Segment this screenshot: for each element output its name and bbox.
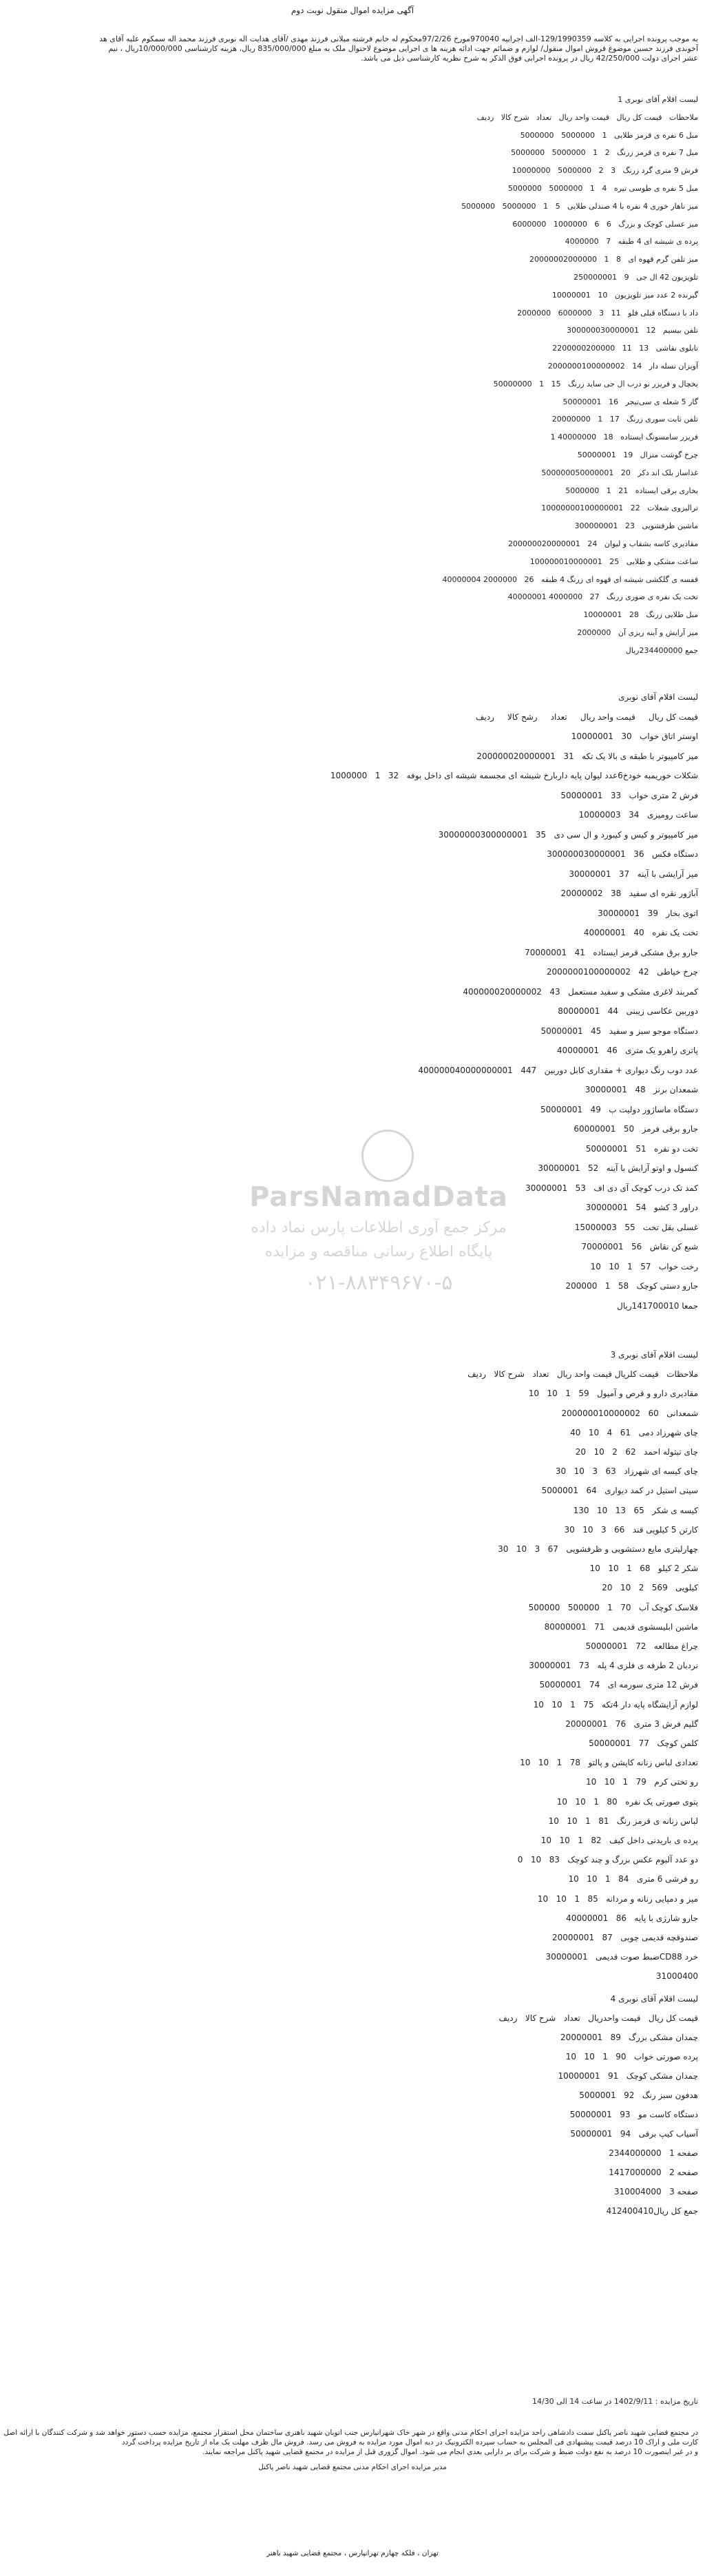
list-item: اتوی بخار 39 30000001	[598, 908, 698, 918]
list-item: مبل 7 نفره ی قرمز زرنگ 2 1 5000000 5000000	[511, 148, 698, 158]
list-item: دستگاه ماساژور دولیت ب 49 50000001	[540, 1104, 698, 1114]
footer-line: و در غیر اینصورت 10 درصد به نفع دولت ضبط و شرکت برای بر دارایی بعدی انجام می شود. اموال گزوری قبل از مزایده در مجتمع قضایی شهید پاکنل مراجعه نمایند.	[202, 2448, 698, 2456]
list-item: جارو برقی فرمز 50 60000001	[574, 1124, 698, 1134]
list-item: تخت دو نفره 51 50000001	[585, 1143, 698, 1154]
list-item: شمعدانی 60 200000010000002	[561, 1408, 698, 1418]
list-item: میز عسلی کوچک و بزرگ 6 6 1000000 6000000	[512, 219, 698, 229]
list-item: گیرنده 2 عدد میز تلویزیون 10 10000001	[551, 290, 698, 300]
list-item: اوستر اتاق خواب 30 10000001	[571, 731, 698, 741]
list-item: جارو برق مشکی قرمز ایستاده 41 70000001	[525, 947, 698, 957]
list-item: فلاسک کوچک آب 70 1 500000 500000	[528, 1602, 698, 1612]
list-item: کیلویی 569 2 10 20	[602, 1583, 698, 1593]
list-title: لیست اقلام آقای نوبری 1	[618, 95, 698, 104]
list-item: شبع کن نقاش 56 70000001	[581, 1242, 698, 1251]
list-item: چرخ خیاطی 42 2000000100000002	[546, 967, 698, 977]
list-item: غذاساز بلک اند دکر 20 500000050000001	[541, 468, 698, 477]
list-item: ترالیزوی شعلات 22 10000000100000001	[541, 503, 698, 513]
list-item: جارو شارژی با پایه 86 40000001	[566, 1913, 698, 1923]
list-header: قیمت کل ریال قیمت واحد ریال تعداد رشح کالا ردیف	[476, 711, 698, 722]
list-item: داد با دستگاه قبلی فلو 11 3 6000000 2000000	[517, 308, 698, 318]
list-item: صندوقچه قدیمی چوبی 87 20000001	[552, 1933, 698, 1942]
list-item: فرش 2 متری خواب 33 50000001	[560, 790, 698, 800]
list-item: آسیاب کیپ برقی 94 50000001	[570, 2129, 698, 2139]
list-item: قفسه ی گلکشی شیشه ای قهوه ای زرنگ 4 طبقه 26 2000000 40000004	[442, 574, 698, 584]
list-item: مبل 5 نفره ی طوسی تیره 4 1 5000000 5000000	[507, 184, 698, 193]
list-item: یخچال و فریزر نو درب ال جی ساید زرنگ 15 1 50000000	[493, 379, 698, 388]
list-item: دستگاه کاست مو 93 50000001	[569, 2110, 698, 2119]
intro-line: آخوندی فرزند حسین موضوع فروش اموال منقول/ لوازم و ضمائم جهت ادائه هزینه ها ی اجرایی موضوع لاحتوال ملک به مبلغ 835/000/000 ریال، هزینه کارشناسی 10/000/000ریال ، نیم	[108, 44, 698, 53]
list-item: جمع 234400000ریال	[625, 645, 698, 655]
footer-line: در مجتمع قضایی شهید ناصر پاکنل سمت دادشاهی راحد مزایده اجرای احکام مدنی واقع در شهر خاک شهرانیارس جنب اتوبان شهید باهنری ساختمان محل استقرار مجتمع، مزایده حسب دستور خواهد شد و شرکت کنندگان با ارائه اصل	[3, 2429, 698, 2437]
list-item: پتوی صورتی یک نفره 80 1 10 10	[556, 1796, 698, 1807]
total-line: صفحه 2 1417000000	[609, 2168, 698, 2177]
list-item: ساعت مشکی و طلایی 25 100000010000001	[529, 557, 698, 566]
list-header: ملاحظات قیمت کلریال قیمت واحد ریال تعداد شرح کالا ردیف	[467, 1369, 698, 1380]
total-line: جمع کل ریال412400410	[606, 2206, 698, 2216]
watermark-phone: ۰۲۱-۸۸۳۴۹۶۷۰-۵	[304, 1271, 453, 1295]
notice-title: آگهی مزایده اموال منقول نوبت دوم	[291, 6, 414, 15]
list-item: چرخ گوشت متزال 19 50000001	[577, 450, 698, 459]
list-item: تلفن ثابت سوری زرنگ 17 1 20000000	[551, 415, 698, 424]
list-item: چمدان مشکی کوچک 91 10000001	[558, 2071, 698, 2081]
list-item: شمعدان برنز 48 30000001	[585, 1085, 698, 1094]
watermark	[227, 1130, 530, 1316]
list-item: ماشین ابلیسشوی قدیمی 71 80000001	[544, 1621, 698, 1632]
list-item: نردبان 2 طرفه ی فلزی 4 پله 73 30000001	[529, 1661, 698, 1671]
list-item: لباس زنانه ی قرمز رنگ 81 1 10 10	[548, 1816, 698, 1826]
list-item: شکلات خوریمبه خودخ6عدد لیوان پایه داربارخ شیشه ای مجسمه شیشه ای داخل بوفه 32 1 1000000	[330, 771, 698, 780]
list-item: مقادیری کاسه بشقاب و لیوان 24 200000020000001	[507, 539, 698, 548]
list-item: جمعا 141700010ریال	[617, 1300, 698, 1311]
list-item: چراغ مطالعه 72 50000001	[585, 1641, 698, 1651]
list-item: کنسول و اوتو آرایش با آینه 52 30000001	[538, 1163, 698, 1173]
list-item: دوربین عکاسی زیبنی 44 80000001	[558, 1006, 698, 1016]
list-item: غسلی بقل تخت 55 15000003	[574, 1222, 698, 1232]
list-header: قیمت کل ریال قیمت واحدریال تعداد شرح کالا ردیف	[498, 2013, 698, 2023]
watermark-line: پایگاه اطلاع رسانی مناقصه و مزایده	[264, 1243, 493, 1260]
intro-line: به موجب پرونده اجرایی به کلاسه 129/1990359-الف اجراییه 970040مورخ 97/2/26محکوم له خانم فرشته میلانی فرزند مهدی /آقای هدایت اله نوبری فرزند محمد اله سمکوم علیه آقای هد	[99, 34, 698, 43]
list-item: میز ناهار خوری 4 نفره با 4 صندلی طلایی 5 1 5000000 5000000	[461, 201, 698, 211]
list-item: رخت خواب 57 1 10 10	[590, 1261, 698, 1271]
list-item: رو فرشی 6 متری 84 1 10 10	[568, 1874, 698, 1884]
list-header: ملاحظات قیمت کل ریال قیمت واحد ریال تعداد شرح کالا ردیف	[476, 112, 698, 122]
list-item: خرد CD88ضبط صوت قدیمی 30000001	[545, 1952, 698, 1962]
list-item: میز کامپیوتر با طبقه ی بالا یک تکه 31 200000020000001	[476, 751, 698, 761]
list-item: تلویزیون 42 ال جی 9 250000001	[574, 273, 698, 282]
list-item: کمد تک درب کوچک آی دی اف 53 30000001	[525, 1183, 698, 1193]
list-item: مقادیری دارو و قرص و آمپول 59 1 10 10	[528, 1389, 698, 1399]
list-item: ماشین ظرفشویی 23 300000001	[574, 521, 698, 531]
list-title: لیست اقلام آقای نوبری 4	[610, 1994, 698, 2004]
list-item: مبل طلایی زرنگ 28 10000001	[583, 610, 698, 620]
list-item: تخت یک نفره 40 40000001	[583, 928, 698, 937]
list-title: لیست اقلام آقای نوبری 3	[610, 1350, 698, 1360]
list-item: مبل 6 نفره ی قرمز طلایی 1 5000000 5000000	[520, 130, 698, 140]
list-item: تلفن بیسیم 12 300000030000001	[567, 326, 698, 335]
list-item: میز تلفن گرم قهوه ای 8 1 20000002000000	[529, 255, 698, 264]
list-item: فرش 9 متری گرد زرنگ 3 2 5000000 10000000	[512, 166, 698, 176]
list-item: جارو دستی کوچک 58 1 200000	[565, 1281, 698, 1291]
list-item: چای تیتوله احمد 62 2 10 20	[575, 1447, 698, 1457]
list-item: دستگاه فکس 36 300000030000001	[547, 849, 698, 859]
list-item: ساعت رومیزی 34 10000003	[578, 810, 698, 820]
list-item: تخت یک نفره ی صوری زرنگ 27 4000000 40000001	[507, 592, 698, 602]
list-item: پرده صورتی خواب 90 1 10 10	[565, 2052, 698, 2061]
list-item: کیسه ی شکر 65 13 10 130	[573, 1505, 698, 1515]
list-item: تابلوی نقاشی 13 11 2200000200000	[552, 344, 698, 353]
list-item: لوازم آرایشگاه پایه دار 4تکه 75 1 10 10	[533, 1699, 698, 1710]
list-item: سینی استیل در کمد دیواری 64 5000001	[541, 1486, 698, 1496]
list-item: هدفون سبز رنگ 92 5000001	[579, 2090, 698, 2100]
list-item: پرده ی شیشه ای 4 طبقه 7 4000000	[565, 237, 698, 247]
total-line: صفحه 3 310004000	[613, 2187, 698, 2196]
list-item: بخاری برقی ایستاده 21 1 5000000	[565, 486, 698, 495]
list-item: پاتری راهرو یک متری 46 40000001	[556, 1046, 698, 1055]
list-item: کلمن کوچک 77 50000001	[589, 1738, 698, 1748]
footer-line: کارت ملی و اراک 10 درصد قیمت پیشنهادی فی المجلس به حساب سپرده الکترونیک در دیه اموال مورد مزایده به فروش می رسد. فروش مال ظرف مهلت یک ماه از تاریخ مزایده پرداخت گردد	[121, 2438, 698, 2447]
watermark-logo	[361, 1130, 414, 1182]
list-item: شکر 2 کیلو 68 1 10 10	[589, 1564, 698, 1574]
address-line: تهران ، فلکه چهارم تهرانپارس ، مجتمع قضایی شهید باهنر	[266, 2549, 439, 2557]
footer-signature: مدیر مزایده اجرای احکام مدنی مجتمع قضایی شهید ناصر پاکنل	[258, 2463, 447, 2471]
list-item: میز آرایشی با آینه 37 30000001	[569, 869, 698, 879]
list-item: چای کیسه ای شهرزاد 63 3 10 30	[555, 1466, 698, 1477]
auction-date: تاریخ مزایده : 1402/9/11 در ساعت 14 الی 14/30	[532, 2397, 698, 2406]
list-item: میز کامپیوتر و کیس و کیبورد و ال سی دی 35 30000000300000001	[438, 829, 698, 840]
list-item: 31000400	[655, 1971, 698, 1982]
list-item: کمربند لاغری مشکی و سفید مستعمل 43 400000020000002	[463, 986, 698, 997]
list-item: گاز 5 شعله ی سی‌تیجر 16 50000001	[562, 397, 698, 406]
list-item: میز و دمپایی زنانه و مردانه 85 1 10 10	[537, 1893, 698, 1904]
list-item: پرده ی باریدنی داخل کیف 82 1 10 10	[540, 1836, 698, 1845]
list-item: دراور 3 کشو 54 30000001	[585, 1203, 698, 1212]
list-item: میز آرایش و آینه ریزی آن 2000000	[577, 628, 698, 637]
list-item: کارتن 5 کیلویی قند 66 3 10 30	[564, 1524, 698, 1535]
list-title: لیست اقلام آقای نوبری	[618, 692, 698, 702]
list-item: گلیم فرش 3 متری 76 20000001	[565, 1718, 698, 1729]
watermark-line: مرکز جمع آوری اطلاعات پارس نماد داده	[251, 1219, 507, 1236]
list-item: آباژور نقره ای سفید 38 20000002	[560, 889, 698, 898]
list-item: فریزر سامسونگ ایستاده 18 40000000 1	[550, 433, 698, 442]
list-item: رو تختی کرم 79 1 10 10	[586, 1777, 698, 1787]
list-item: چهارلیتری مایع دستشویی و ظرفشویی 67 3 10 30	[498, 1544, 698, 1554]
intro-line: عشر اجرای دولت 42/250/000 ریال در پرونده اجرایی فوق الذکر به شرح نظریه کارشناسی ذیل می باشد.	[361, 54, 698, 63]
total-line: صفحه 1 2344000000	[609, 2148, 698, 2158]
list-item: فرش 12 متری سورمه ای 74 50000001	[539, 1680, 698, 1690]
list-item: چمدان مشکی بزرگ 89 20000001	[560, 2033, 698, 2042]
list-item: آویزان نسله دار 14 2000000100000002	[547, 362, 698, 371]
list-item: تعدادی لباس زنانه کاپشن و پالتو 78 1 10 10	[520, 1758, 698, 1768]
list-item: دستگاه موجو سبز و سفید 45 50000001	[540, 1026, 698, 1036]
watermark-brand: ParsNamadData	[249, 1181, 508, 1213]
list-item: دو عدد آلبوم عکس بزرگ و چند کوچک 83 10 0	[517, 1855, 698, 1865]
list-item: چای شهرزاد دمی 61 4 10 40	[570, 1427, 698, 1437]
list-item: عدد دوب رنگ دیواری + مقداری کابل دوربین 447 400000040000000001	[418, 1065, 698, 1075]
